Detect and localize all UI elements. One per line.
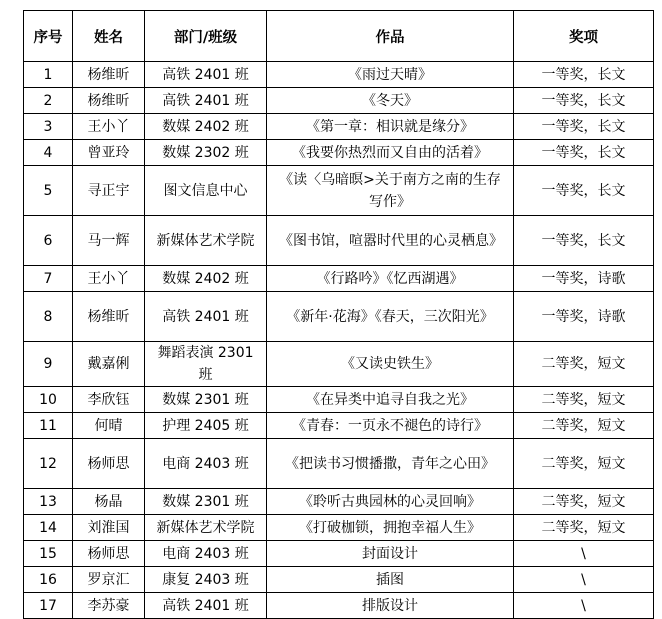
cell-award: \ — [514, 593, 654, 619]
cell-dept: 新媒体艺术学院 — [145, 515, 267, 541]
cell-award: 一等奖，诗歌 — [514, 292, 654, 342]
cell-name: 罗京汇 — [73, 567, 145, 593]
cell-dept: 图文信息中心 — [145, 166, 267, 216]
cell-dept: 数媒 2301 班 — [145, 387, 267, 413]
cell-dept: 舞蹈表演 2301 班 — [145, 342, 267, 387]
cell-dept: 高铁 2401 班 — [145, 292, 267, 342]
table-row — [24, 88, 654, 114]
cell-work: 《青春：一页永不褪色的诗行》 — [267, 413, 514, 439]
cell-work: 《打破枷锁，拥抱幸福人生》 — [267, 515, 514, 541]
table-row — [24, 292, 654, 342]
cell-no: 3 — [24, 114, 73, 140]
cell-name: 何晴 — [73, 413, 145, 439]
table-row — [24, 387, 654, 413]
table-row — [24, 593, 654, 619]
cell-dept: 新媒体艺术学院 — [145, 216, 267, 266]
cell-no: 10 — [24, 387, 73, 413]
table-row — [24, 515, 654, 541]
cell-work: 《把读书习惯播撒，青年之心田》 — [267, 439, 514, 489]
cell-name: 马一辉 — [73, 216, 145, 266]
cell-no: 11 — [24, 413, 73, 439]
cell-work: 插图 — [267, 567, 514, 593]
table-row — [24, 216, 654, 266]
cell-dept: 数媒 2301 班 — [145, 489, 267, 515]
cell-award: 二等奖，短文 — [514, 342, 654, 387]
table-row — [24, 489, 654, 515]
cell-work: 封面设计 — [267, 541, 514, 567]
cell-work: 《在异类中追寻自我之光》 — [267, 387, 514, 413]
header-row — [24, 11, 654, 62]
table-row — [24, 114, 654, 140]
cell-dept: 电商 2403 班 — [145, 541, 267, 567]
table-row — [24, 567, 654, 593]
cell-name: 杨师思 — [73, 439, 145, 489]
cell-dept: 电商 2403 班 — [145, 439, 267, 489]
cell-award: 一等奖，诗歌 — [514, 266, 654, 292]
cell-work: 排版设计 — [267, 593, 514, 619]
cell-award: 二等奖，短文 — [514, 413, 654, 439]
cell-award: 一等奖，长文 — [514, 114, 654, 140]
cell-dept: 护理 2405 班 — [145, 413, 267, 439]
cell-no: 12 — [24, 439, 73, 489]
cell-award: 一等奖，长文 — [514, 88, 654, 114]
table-row — [24, 541, 654, 567]
cell-name: 刘淮国 — [73, 515, 145, 541]
table-row — [24, 439, 654, 489]
cell-dept: 高铁 2401 班 — [145, 88, 267, 114]
cell-work: 《图书馆，喧嚣时代里的心灵栖息》 — [267, 216, 514, 266]
table-row — [24, 166, 654, 216]
cell-work: 《又读史铁生》 — [267, 342, 514, 387]
table-row — [24, 140, 654, 166]
table-body — [24, 62, 654, 619]
cell-no: 7 — [24, 266, 73, 292]
cell-award: 一等奖，长文 — [514, 216, 654, 266]
cell-no: 5 — [24, 166, 73, 216]
cell-name: 杨维昕 — [73, 88, 145, 114]
cell-award: \ — [514, 567, 654, 593]
cell-name: 李欣钰 — [73, 387, 145, 413]
cell-award: 二等奖，短文 — [514, 489, 654, 515]
cell-dept: 康复 2403 班 — [145, 567, 267, 593]
cell-work: 《行路吟》《忆西湖遇》 — [267, 266, 514, 292]
cell-work: 《雨过天晴》 — [267, 62, 514, 88]
cell-name: 曾亚玲 — [73, 140, 145, 166]
cell-no: 8 — [24, 292, 73, 342]
cell-award: 二等奖，短文 — [514, 515, 654, 541]
table-row — [24, 342, 654, 387]
cell-no: 4 — [24, 140, 73, 166]
header-work: 作品 — [267, 11, 514, 62]
header-award: 奖项 — [514, 11, 654, 62]
header-no: 序号 — [24, 11, 73, 62]
cell-no: 14 — [24, 515, 73, 541]
cell-work: 《第一章：相识就是缘分》 — [267, 114, 514, 140]
cell-award: 二等奖，短文 — [514, 387, 654, 413]
table-header — [24, 11, 654, 62]
cell-award: 二等奖，短文 — [514, 439, 654, 489]
cell-work: 《读〈乌暗暝>关于南方之南的生存写作》 — [267, 166, 514, 216]
cell-dept: 高铁 2401 班 — [145, 593, 267, 619]
table-row — [24, 62, 654, 88]
cell-name: 戴嘉俐 — [73, 342, 145, 387]
cell-no: 13 — [24, 489, 73, 515]
cell-no: 9 — [24, 342, 73, 387]
header-name: 姓名 — [73, 11, 145, 62]
cell-dept: 数媒 2402 班 — [145, 266, 267, 292]
cell-name: 王小丫 — [73, 266, 145, 292]
cell-name: 寻正宇 — [73, 166, 145, 216]
cell-award: 一等奖，长文 — [514, 140, 654, 166]
cell-no: 15 — [24, 541, 73, 567]
cell-award: 一等奖，长文 — [514, 166, 654, 216]
cell-no: 16 — [24, 567, 73, 593]
cell-name: 杨维昕 — [73, 292, 145, 342]
cell-award: 一等奖，长文 — [514, 62, 654, 88]
cell-dept: 高铁 2401 班 — [145, 62, 267, 88]
cell-work: 《我要你热烈而又自由的活着》 — [267, 140, 514, 166]
cell-name: 李苏豪 — [73, 593, 145, 619]
header-dept: 部门/班级 — [145, 11, 267, 62]
table-row — [24, 413, 654, 439]
cell-no: 6 — [24, 216, 73, 266]
cell-name: 王小丫 — [73, 114, 145, 140]
cell-no: 1 — [24, 62, 73, 88]
awards-table — [23, 10, 654, 619]
cell-work: 《新年·花海》《春天，三次阳光》 — [267, 292, 514, 342]
cell-name: 杨维昕 — [73, 62, 145, 88]
cell-dept: 数媒 2402 班 — [145, 114, 267, 140]
table-row — [24, 266, 654, 292]
cell-no: 17 — [24, 593, 73, 619]
cell-award: \ — [514, 541, 654, 567]
cell-work: 《冬天》 — [267, 88, 514, 114]
cell-name: 杨师思 — [73, 541, 145, 567]
cell-name: 杨晶 — [73, 489, 145, 515]
cell-no: 2 — [24, 88, 73, 114]
cell-work: 《聆听古典园林的心灵回响》 — [267, 489, 514, 515]
cell-dept: 数媒 2302 班 — [145, 140, 267, 166]
